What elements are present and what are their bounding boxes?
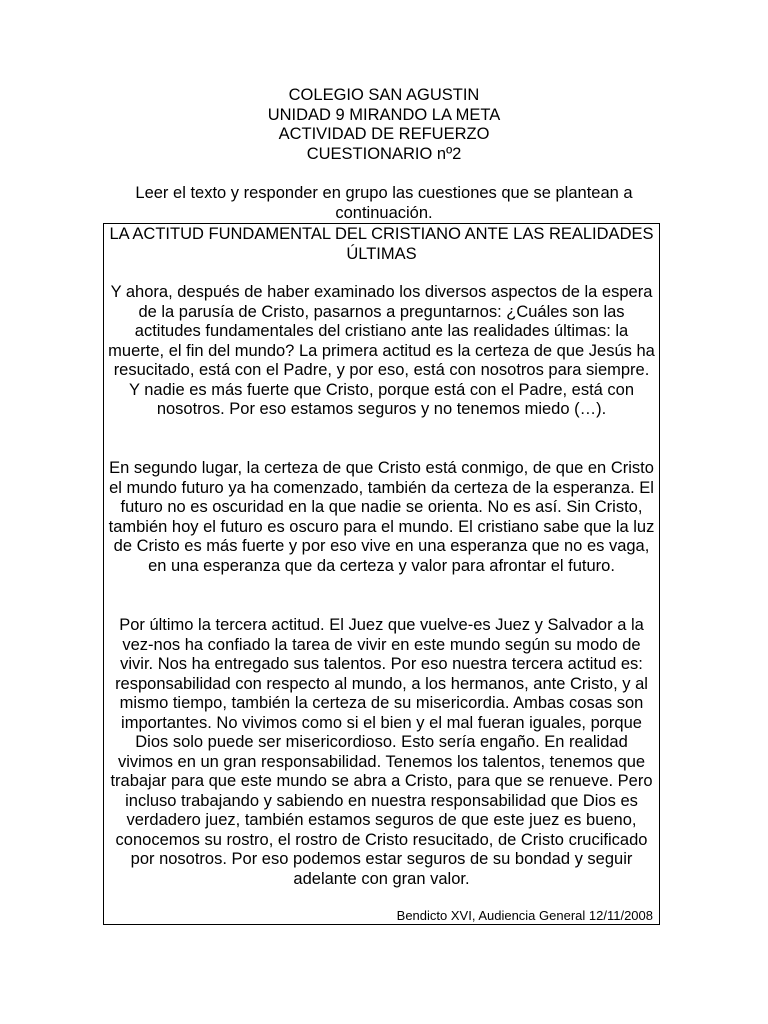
reading-paragraph-2: En segundo lugar, la certeza de que Cristo está conmigo, de que en Cristo el mundo futuro ya ha comenzado, también da certeza de la esperanza. El futuro no es oscuridad en la que nadie se orienta. No es así. Sin Cristo, también hoy el futuro es oscuro para el mundo. El cristiano sabe que la luz de Cristo es más fuerte y por eso vive en una esperanza que no es vaga, en una esperanza que da certeza y valor para afrontar el futuro. [108, 459, 655, 575]
reading-paragraph-3: Por último la tercera actitud. El Juez que vuelve-es Juez y Salvador a la vez-nos ha confiado la tarea de vivir en este mundo según su modo de vivir. Nos ha entregado sus talentos. Por eso nuestra tercera actitud es: responsabilidad con respecto al mundo, a los hermanos, ante Cristo, y al mismo tiempo, también la certeza de su misericordia. Ambas cosas son importantes. No vivimos como si el bien y el mal fueran iguales, porque Dios solo puede ser misericordioso. Esto sería engaño. En realidad vivimos en un gran responsabilidad. Tenemos los talentos, tenemos que trabajar para que este mundo se abra a Cristo, para que se renueve. Pero incluso trabajando y sabiendo en nuestra responsabilidad que Dios es verdadero juez, también estamos seguros de que este juez es bueno, conocemos su rostro, el rostro de Cristo resucitado, de Cristo crucificado por nosotros. Por eso podemos estar seguros de su bondad y seguir adelante con gran valor. [110, 616, 653, 888]
school-name: COLEGIO SAN AGUSTIN [288, 86, 480, 104]
reading-text-box [103, 223, 660, 925]
reading-paragraph-1: Y ahora, después de haber examinado los diversos aspectos de la espera de la parusía de Cristo, pasarnos a preguntarnos: ¿Cuáles son las actitudes fundamentales del cristiano ante las realidades últimas: la muerte, el fin del mundo? La primera actitud es la certeza de que Jesús ha resucitado, está con el Padre, y por eso, está con nosotros para siempre. Y nadie es más fuerte que Cristo, porque está con el Padre, está con nosotros. Por eso estamos seguros y no tenemos miedo (…). [108, 283, 655, 418]
activity-title: ACTIVIDAD DE REFUERZO [278, 125, 490, 143]
instructions-text: Leer el texto y responder en grupo las cuestiones que se plantean a continuación. [135, 184, 633, 222]
reading-title: LA ACTITUD FUNDAMENTAL DEL CRISTIANO ANTE LAS REALIDADES ÚLTIMAS [109, 225, 654, 263]
unit-title: UNIDAD 9 MIRANDO LA META [267, 105, 501, 124]
document-header [0, 86, 768, 164]
questionnaire-title: CUESTIONARIO nº2 [306, 144, 462, 163]
citation-source: Bendicto XVI, Audiencia General 12/11/2008 [396, 908, 653, 923]
